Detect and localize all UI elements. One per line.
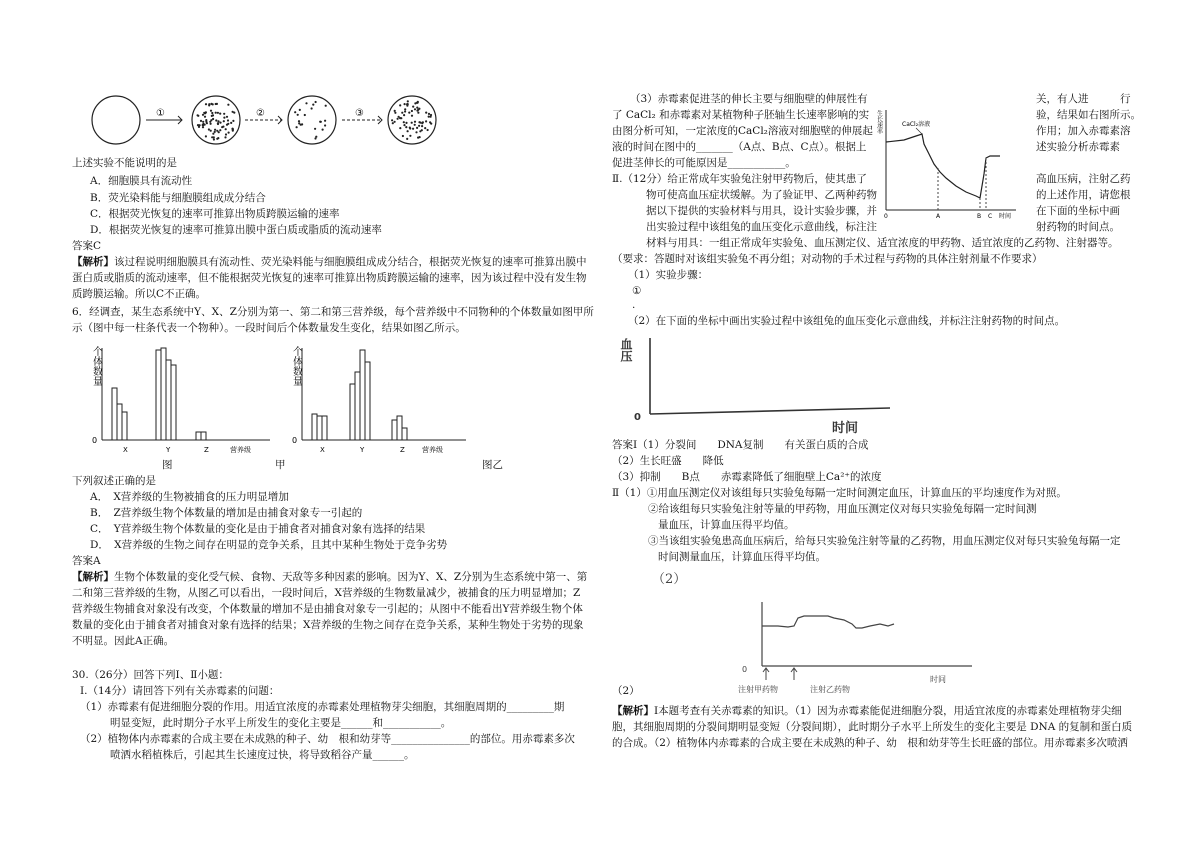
chart-jia-tick-y: Y xyxy=(166,446,171,454)
bp-xlabel: 时间 xyxy=(832,421,859,436)
fluorescence-dot xyxy=(411,122,413,124)
fluorescence-dot xyxy=(217,122,219,124)
fluorescence-dot xyxy=(211,115,213,117)
fluorescence-dot xyxy=(407,130,409,132)
requirement: （要求：答题时对该组实验兔不再分组；对动物的手术过程与药物的具体注射剂量不作要求） xyxy=(612,253,1043,265)
fluorescence-dot xyxy=(204,124,206,126)
fluorescence-dot xyxy=(397,118,399,120)
fluorescence-dot xyxy=(404,108,406,110)
chart-jia xyxy=(90,340,280,460)
analysis-line-1: 【解析】Ⅰ本题考查有关赤霉素的知识。（1）因为赤霉素能促进细胞分裂，用适宜浓度的赤霉素处理植物芽尖细 xyxy=(612,705,1122,717)
q5-option-d: D．根据荧光恢复的速率可推算出膜中蛋白质或脂质的流动速率 xyxy=(90,224,382,236)
fluorescence-dot xyxy=(205,135,207,137)
fluorescence-dot xyxy=(325,105,327,107)
species-bar xyxy=(201,432,206,440)
dish-1 xyxy=(92,96,140,144)
q6-option-c: C． Y营养级生物个体数量的变化是由于捕食者对捕食对象有选择的结果 xyxy=(90,523,426,535)
dish-3 xyxy=(288,96,336,144)
fluorescence-dot xyxy=(324,120,326,122)
fluorescence-dot xyxy=(214,129,216,131)
fluorescence-dot xyxy=(208,103,210,105)
fluorescence-dot xyxy=(409,135,411,137)
fluorescence-dot xyxy=(402,135,404,137)
fluorescence-dot xyxy=(405,126,407,128)
fluorescence-dot xyxy=(205,103,207,105)
chart-yi xyxy=(290,340,470,460)
materials: 材料与用具：一组正常成年实验兔、血压测定仪、适宜浓度的甲药物、适宜浓度的乙药物、注射器等。 xyxy=(646,237,1119,249)
fluorescence-dot xyxy=(204,116,206,118)
fluorescence-dot xyxy=(314,137,316,139)
fluorescence-dot xyxy=(226,116,228,118)
q6-option-a: A． X营养级的生物被捕食的压力明显增加 xyxy=(90,491,289,503)
fluorescence-dot xyxy=(430,114,432,116)
fluorescence-dot xyxy=(405,122,407,124)
species-bar xyxy=(392,420,397,440)
q30-q1-line-2: 明显变短，此时期分子水平上所发生的变化主要是______和___________。 xyxy=(110,717,452,729)
growth-curve-label: CaCl₂溶液 xyxy=(902,121,931,128)
q6-analysis-line-4: 数量的变化由于捕食者对捕食对象有选择的结果；X营养级的生物之间存在竞争关系，某种生物处于劣势的现象 xyxy=(72,619,584,631)
fluorescence-dot xyxy=(210,110,212,112)
chart-jia-origin: 0 xyxy=(92,436,98,445)
part2-side-1: 高血压病，注射乙药 xyxy=(1036,173,1131,185)
fluorescence-dot xyxy=(414,121,416,123)
fluorescence-dot xyxy=(219,129,221,131)
q6-question: 下列叙述正确的是 xyxy=(72,475,156,487)
part2-side-2: 的上述作用，请您根 xyxy=(1036,189,1131,201)
species-bar xyxy=(350,384,355,440)
analysis-line-3: 的合成。（2）植物体内赤霉素的合成主要在未成熟的种子、幼 根和幼芽等生长旺盛的部位。用赤霉素多次喷洒 xyxy=(612,737,1128,749)
growth-origin: 0 xyxy=(884,213,888,220)
growth-point-a: A xyxy=(936,213,941,220)
answer-xlabel: 时间 xyxy=(930,675,946,684)
fluorescence-dot xyxy=(232,111,234,113)
chart-yi-ylabel: 个体数量 xyxy=(290,346,302,386)
species-bar xyxy=(355,372,360,440)
q5-option-b: B．荧光染料能与细胞膜组成成分结合 xyxy=(90,192,266,204)
fluorescence-dot xyxy=(411,115,413,117)
fluorescence-dot xyxy=(399,127,401,129)
q6-option-d: D． X营养级的生物之间存在明显的竞争关系，且其中某种生物处于竞争劣势 xyxy=(90,539,448,551)
answer-ii-3b: 时间测量血压，计算血压得平均值。 xyxy=(658,551,826,563)
fluorescence-dot xyxy=(419,130,421,132)
q30-q2-line-1: （2）植物体内赤霉素的合成主要在未成熟的种子、幼 根和幼芽等_______________的部位。用赤霉素多次 xyxy=(80,733,575,745)
arrow-label-1: ① xyxy=(156,108,165,119)
fluorescence-dot xyxy=(407,100,409,102)
dish-4 xyxy=(388,96,436,144)
fluorescence-dot xyxy=(324,124,326,126)
q6-option-b: B． Z营养级生物个体数量的增加是由捕食对象专一引起的 xyxy=(90,507,363,519)
fluorescence-dot xyxy=(217,120,219,122)
fluorescence-dot xyxy=(427,129,429,131)
species-bar xyxy=(402,428,407,440)
fluorescence-dot xyxy=(320,121,322,123)
growth-point-c: C xyxy=(988,213,993,220)
fluorescence-dot xyxy=(212,103,214,105)
species-bar xyxy=(397,416,402,440)
bp-origin: 0 xyxy=(634,412,641,423)
fluorescence-dot xyxy=(414,102,416,104)
chart-yi-origin: 0 xyxy=(292,436,298,445)
answer-origin: 0 xyxy=(742,665,748,674)
q30-q1-line-1: （1）赤霉素有促进细胞分裂的作用。用适宜浓度的赤霉素处理植物芽尖细胞，其细胞周期的_________期 xyxy=(80,701,565,713)
species-bar xyxy=(196,432,201,440)
fluorescence-dot xyxy=(219,122,221,124)
fluorescence-dot xyxy=(422,121,424,123)
step-dot: . xyxy=(632,299,636,311)
q30-part-1: Ⅰ.（14分）请回答下列有关赤霉素的问题： xyxy=(80,685,280,697)
fluorescence-dot xyxy=(430,123,432,125)
fluorescence-dot xyxy=(412,128,414,130)
growth-rate-chart xyxy=(876,106,1026,220)
fluorescence-dot xyxy=(406,138,408,140)
fluorescence-dot xyxy=(210,123,212,125)
fluorescence-dot xyxy=(315,101,317,103)
q6-analysis-line-2: 二和第三营养级的生物，从图乙可以看出，一段时间后，X营养级的生物数量减少，被捕食的压力明显增加；Z xyxy=(72,587,581,599)
species-bar xyxy=(312,414,317,440)
q5-analysis-line-1: 【解析】该过程说明细胞膜具有流动性、荧光染料能与细胞膜组成成分结合，根据荧光恢复的速率可推算出膜中 xyxy=(72,256,587,268)
fluorescence-dot xyxy=(202,114,204,116)
fluorescence-dot xyxy=(404,110,406,112)
fluorescence-dot xyxy=(311,107,313,109)
analysis-line-2: 胞，其细胞周期的分裂间期明显变短（分裂间期），此时期分子水平上所发生的变化主要是 DNA 的复制和蛋白质 xyxy=(612,721,1133,733)
species-bar xyxy=(166,360,171,440)
fluorescence-dot xyxy=(394,121,396,123)
caption-yi: 图乙 xyxy=(482,459,503,471)
arrow-label-3: ③ xyxy=(355,108,364,119)
fluorescence-dot xyxy=(227,119,229,121)
fluorescence-dot xyxy=(208,128,210,130)
injection-label-a: 注射甲药物 xyxy=(738,685,778,694)
fluorescence-dot xyxy=(425,112,427,114)
fluorescence-dot xyxy=(418,125,420,127)
answer-2: （2）生长旺盛 降低 xyxy=(612,455,724,467)
species-bar xyxy=(171,365,176,440)
fluorescence-dot xyxy=(424,127,426,129)
fluorescence-dot xyxy=(428,116,430,118)
fluorescence-dot xyxy=(210,130,212,132)
fluorescence-dot xyxy=(216,130,218,132)
fluorescence-dot xyxy=(414,124,416,126)
fluorescence-dot xyxy=(221,126,223,128)
q6-analysis-line-1: 【解析】生物个体数量的变化受气候、食物、天敌等多种因素的影响。因为Y、X、Z分别为生态系统中第一、第 xyxy=(72,571,588,583)
fluorescence-dot xyxy=(199,124,201,126)
fluorescence-dot xyxy=(215,112,217,114)
q30-q2-line-2: 喷洒水稻植株后，引起其生长速度过快，将导致稻谷产量______。 xyxy=(110,749,415,761)
fluorescence-dot xyxy=(403,124,405,126)
fluorescence-dot xyxy=(228,132,230,134)
answer-2-label: （2） xyxy=(612,685,640,697)
q5-option-a: A．细胞膜具有流动性 xyxy=(90,175,193,187)
fluorescence-dot xyxy=(305,102,307,104)
q3-side-3: 作用；加入赤霉素溶 xyxy=(1036,125,1131,137)
analysis-tag: 【解析】 xyxy=(72,256,114,268)
caption-jia: 甲 xyxy=(275,459,286,471)
growth-curve xyxy=(886,134,1000,198)
fluorescence-dot xyxy=(297,114,299,116)
q5-analysis-line-2: 蛋白质或脂质的流动速率，但不能根据荧光恢复的速率可推算出物质跨膜运输的速率，因为该过程中没有发生物 xyxy=(72,272,587,284)
answer-ii-2a: ②给该组每只实验兔注射等量的甲药物，用血压测定仪对每只实验兔每隔一定时间测 xyxy=(648,503,1037,515)
fluorescence-dot xyxy=(403,114,405,116)
part2-side-3: 在下面的坐标中画 xyxy=(1036,205,1120,217)
fluorescence-dot xyxy=(217,112,219,114)
chart-jia-ylabel: 个体数量 xyxy=(90,346,102,386)
fluorescence-dot xyxy=(298,120,300,122)
answer-1: 答案Ⅰ（1）分裂间 DNA复制 有关蛋白质的合成 xyxy=(612,439,869,451)
q6-stem-line-1: 6．经调查，某生态系统中Y、X、Z分别为第一、第二和第三营养级，每个营养级中不同物种的个体数量如图甲所 xyxy=(72,306,594,318)
answer-bp-chart xyxy=(734,598,978,694)
fluorescence-dot xyxy=(294,111,296,113)
fluorescence-dot xyxy=(226,124,228,126)
q5-answer: 答案C xyxy=(72,240,102,252)
fluorescence-dot xyxy=(417,101,419,103)
fluorescence-dot xyxy=(223,120,225,122)
fluorescence-dot xyxy=(223,117,225,119)
fluorescence-dot xyxy=(212,133,214,135)
answer-figure-label: （2） xyxy=(652,572,687,587)
analysis-tag: 【解析】 xyxy=(612,705,654,717)
fluorescence-dot xyxy=(417,137,419,139)
q6-stem-line-2: 示（图中每一柱条代表一个物种）。一段时间后个体数量发生变化，结果如图乙所示。 xyxy=(72,322,466,334)
fluorescence-dot xyxy=(213,138,215,140)
fluorescence-dot xyxy=(197,114,199,116)
caption-tu: 图 xyxy=(162,459,173,471)
arrow-label-2: ② xyxy=(256,108,265,119)
fluorescence-dot xyxy=(232,130,234,132)
fluorescence-dot xyxy=(314,128,316,130)
answer-ii-3a: ③当该组实验兔患高血压病后，给每只实验兔注射等量的乙药物，用血压测定仪对每只实验兔每隔一定 xyxy=(648,535,1121,547)
species-bar xyxy=(161,348,166,440)
q30-title: 30.（26分）回答下列Ⅰ、Ⅱ小题： xyxy=(72,669,229,681)
fluorescence-dot xyxy=(391,119,393,121)
species-bar xyxy=(156,350,161,440)
q3-line-5: 促进茎伸长的可能原因是___________。 xyxy=(612,157,796,169)
fluorescence-dot xyxy=(414,108,416,110)
fluorescence-dot xyxy=(312,104,314,106)
q6-analysis-line-3: 营养级生物捕食对象没有改变，个体数量的增加不是由捕食对象专一引起的；从图中不能看出Y营养级生物个体 xyxy=(72,603,583,615)
fluorescence-dot xyxy=(304,114,306,116)
fluorescence-dot xyxy=(219,113,221,115)
part2-line-1: Ⅱ.（12分）给正常成年实验兔注射甲药物后，使其患了 xyxy=(612,173,867,185)
fluorescence-dot xyxy=(202,126,204,128)
chart-yi-tick-z: Z xyxy=(400,446,405,454)
fluorescence-dot xyxy=(227,104,229,106)
step-1: ① xyxy=(632,285,642,297)
species-bar xyxy=(360,350,365,440)
fluorescence-dot xyxy=(214,131,216,133)
injection-label-b: 注射乙药物 xyxy=(810,685,850,694)
part2-line-4: 出实验过程中该组兔的血压变化示意曲线，标注注 xyxy=(646,221,877,233)
fluorescence-dot xyxy=(211,112,213,114)
fluorescence-dot xyxy=(404,103,406,105)
q3-line-1: （3）赤霉素促进茎的伸长主要与细胞壁的伸展性有 xyxy=(630,93,868,105)
part2-side-4: 射药物的时间点。 xyxy=(1036,221,1120,233)
fluorescence-dot xyxy=(399,117,401,119)
q3-line-3: 由图分析可知，一定浓度的CaCl₂溶液对细胞壁的伸展起 xyxy=(612,125,873,137)
q6-analysis-line-5: 不明显。因此A正确。 xyxy=(72,635,175,647)
fluorescence-dot xyxy=(417,112,419,114)
fluorescence-dot xyxy=(322,129,324,131)
fluorescence-dot xyxy=(232,128,234,130)
fluorescence-dot xyxy=(224,136,226,138)
injection-arrow-b xyxy=(791,668,797,680)
fluorescence-dot xyxy=(210,119,212,121)
species-bar xyxy=(322,416,327,440)
fluorescence-dot xyxy=(412,106,414,108)
q2-prompt: （2）在下面的坐标中画出实验过程中该组兔的血压变化示意曲线，并标注注射药物的时间点。 xyxy=(628,315,1066,327)
answer-ii-2b: 量血压，计算血压得平均值。 xyxy=(658,519,795,531)
fluorescence-dot xyxy=(296,126,298,128)
q3-side-1: 关，有人进 行 xyxy=(1036,93,1131,105)
fluorescence-dot xyxy=(401,112,403,114)
q3-side-2: 验，结果如右图所示。 xyxy=(1036,109,1141,121)
species-bar xyxy=(112,388,117,440)
q3-side-4: 述实验分析赤霉素 xyxy=(1036,141,1120,153)
chart-jia-tick-x: X xyxy=(123,446,128,454)
blood-pressure-axes xyxy=(619,334,896,438)
chart-yi-xlabel: 营养级 xyxy=(422,446,443,454)
injection-arrow-a xyxy=(763,668,769,680)
fluorescence-dot xyxy=(213,136,215,138)
fluorescence-dot xyxy=(403,121,405,123)
q5-option-c: C．根据荧光恢复的速率可推算出物质跨膜运输的速率 xyxy=(90,208,340,220)
fluorescence-dot xyxy=(223,113,225,115)
fluorescence-dot xyxy=(230,122,232,124)
fluorescence-dot xyxy=(394,110,396,112)
fluorescence-dot xyxy=(203,112,205,114)
fluorescence-dot xyxy=(205,121,207,123)
q5-analysis-line-3: 质跨膜运输。所以C不正确。 xyxy=(72,288,207,300)
fluorescence-dot xyxy=(399,104,401,106)
q3-line-4: 液的时间在图中的_______（A点、B点、C点）。根据上 xyxy=(612,141,867,153)
species-bar xyxy=(122,412,127,440)
fluorescence-dot xyxy=(215,103,217,105)
fluorescence-dot xyxy=(416,107,418,109)
chart-jia-xlabel: 营养级 xyxy=(230,446,251,454)
growth-point-b: B xyxy=(977,213,982,220)
fluorescence-dot xyxy=(428,113,430,115)
fluorescence-dot xyxy=(298,122,300,124)
fluorescence-dot xyxy=(202,121,204,123)
answer-3: （3）抑制 B点 赤霉素降低了细胞壁上Ca²⁺的浓度 xyxy=(612,471,882,483)
fluorescence-dot xyxy=(411,110,413,112)
fluorescence-dot xyxy=(409,127,411,129)
step-title: （1）实验步骤： xyxy=(628,269,709,281)
fluorescence-dot xyxy=(425,120,427,122)
fluorescence-dot xyxy=(394,112,396,114)
chart-yi-tick-x: X xyxy=(320,446,325,454)
fluorescence-dot xyxy=(392,122,394,124)
cell-fluorescence-diagram xyxy=(90,88,450,156)
q5-stem: 上述实验不能说明的是 xyxy=(72,157,177,169)
chart-jia-tick-z: Z xyxy=(204,446,209,454)
answer-ii-1: Ⅱ（1）①用血压测定仪对该组每只实验兔每隔一定时间测定血压，计算血压的平均速度作为对照。 xyxy=(612,487,1067,499)
fluorescence-dot xyxy=(408,112,410,114)
species-bar xyxy=(117,404,122,440)
fluorescence-dot xyxy=(416,127,418,129)
fluorescence-dot xyxy=(299,109,301,111)
fluorescence-dot xyxy=(225,133,227,135)
fluorescence-dot xyxy=(200,120,202,122)
fluorescence-dot xyxy=(232,120,234,122)
species-bar xyxy=(317,416,322,440)
q3-line-2: 了 CaCl₂ 和赤霉素对某植物种子胚轴生长速率影响的实 xyxy=(612,109,870,121)
fluorescence-dot xyxy=(421,125,423,127)
fluorescence-dot xyxy=(415,131,417,133)
chart-yi-tick-y: Y xyxy=(360,446,365,454)
growth-chart-ylabel: 生长速率 xyxy=(875,110,883,134)
growth-xlabel: 时间 xyxy=(999,213,1012,220)
fluorescence-dot xyxy=(217,137,219,139)
fluorescence-dot xyxy=(406,103,408,105)
fluorescence-dot xyxy=(418,108,420,110)
fluorescence-dot xyxy=(225,128,227,130)
fluorescence-dot xyxy=(215,119,217,121)
species-bar xyxy=(365,362,370,440)
analysis-tag: 【解析】 xyxy=(72,571,114,583)
answer-curve xyxy=(762,616,894,628)
part2-line-3: 据以下提供的实验材料与用具，设计实验步骤，并 xyxy=(646,205,877,217)
bp-ylabel: 血压 xyxy=(619,338,633,362)
part2-line-2: 物可使高血压症状缓解。为了验证甲、乙两种药物 xyxy=(646,189,877,201)
q6-answer: 答案A xyxy=(72,555,101,567)
